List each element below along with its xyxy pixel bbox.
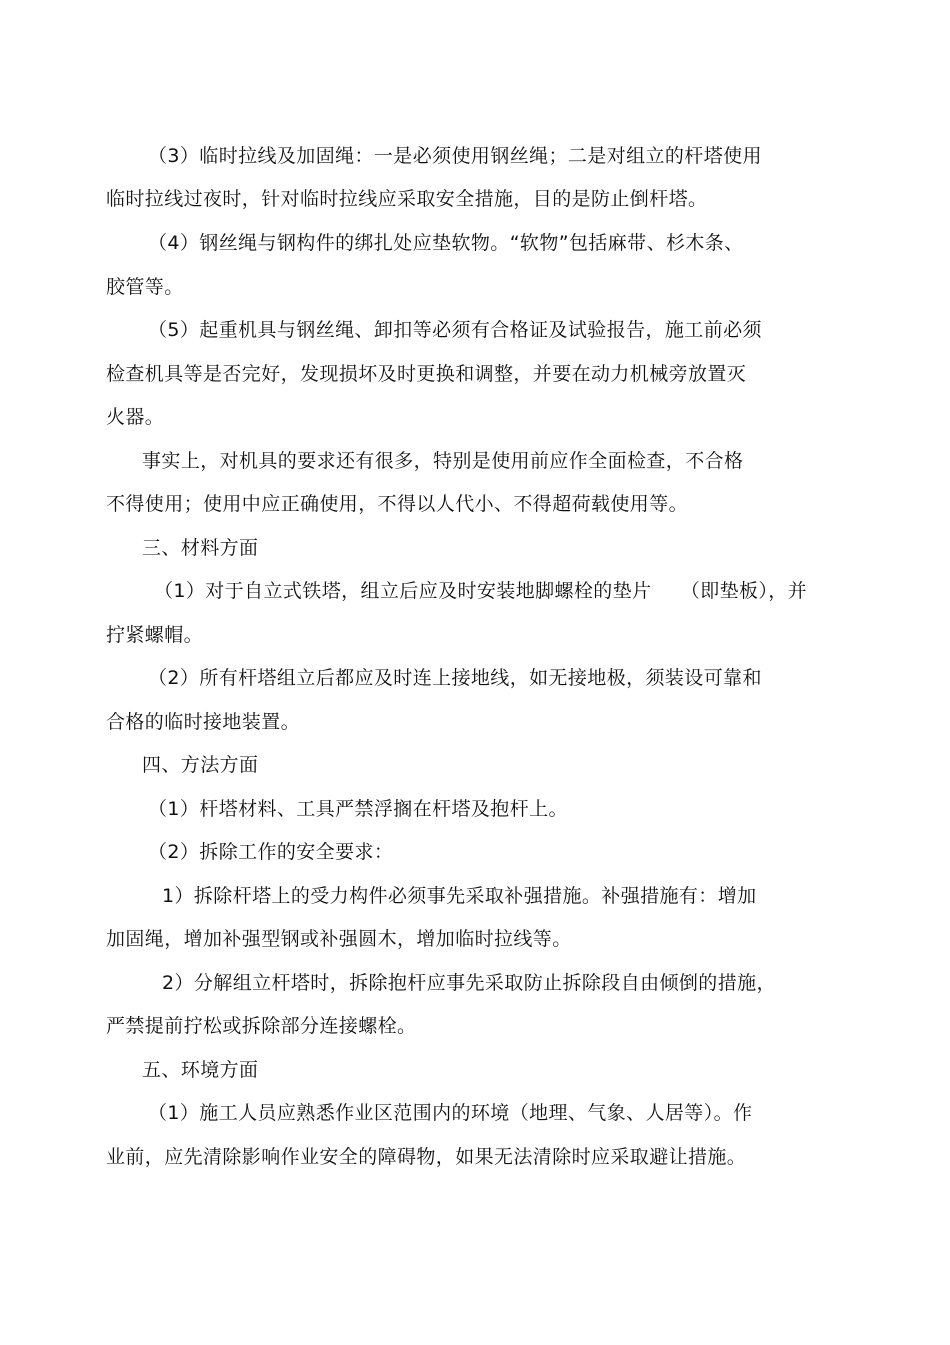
materials-item-1-line-1: （1）对于自立式铁塔，组立后应及时安装地脚螺栓的垫片 （即垫板），并 — [154, 580, 808, 602]
environment-item-1-line-1: （1）施工人员应熟悉作业区范围内的环境（地理、气象、人居等）。作 — [148, 1102, 753, 1124]
paragraph-5-line-1: （5）起重机具与钢丝绳、卸扣等必须有合格证及试验报告，施工前必须 — [148, 319, 762, 341]
paragraph-5-line-2: 检查机具等是否完好，发现损坏及时更换和调整，并要在动力机械旁放置灭 — [106, 363, 747, 385]
section-heading-environment: 五、环境方面 — [142, 1059, 259, 1081]
methods-subitem-1-line-1: 1）拆除杆塔上的受力构件必须事先采取补强措施。补强措施有：增加 — [162, 885, 757, 907]
methods-item-2: （2）拆除工作的安全要求： — [148, 841, 394, 863]
paragraph-4-line-2: 胶管等。 — [106, 276, 184, 298]
section-heading-materials: 三、材料方面 — [142, 537, 259, 559]
paragraph-3-line-1: （3）临时拉线及加固绳：一是必须使用钢丝绳；二是对组立的杆塔使用 — [148, 145, 762, 167]
materials-item-2-line-1: （2）所有杆塔组立后都应及时连上接地线，如无接地极，须装设可靠和 — [148, 667, 762, 689]
methods-subitem-2-line-1: 2）分解组立杆塔时，拆除抱杆应事先采取防止拆除段自由倾倒的措施， — [162, 972, 776, 994]
paragraph-4-line-1: （4）钢丝绳与钢构件的绑扎处应垫软物。“软物”包括麻带、杉木条、 — [148, 232, 744, 254]
paragraph-fact-line-2: 不得使用；使用中应正确使用，不得以人代小、不得超荷载使用等。 — [106, 493, 689, 515]
paragraph-fact-line-1: 事实上，对机具的要求还有很多，特别是使用前应作全面检查，不合格 — [142, 450, 744, 472]
paragraph-3-line-2: 临时拉线过夜时，针对临时拉线应采取安全措施，目的是防止倒杆塔。 — [106, 188, 708, 210]
paragraph-5-line-3: 火器。 — [106, 406, 165, 428]
section-heading-methods: 四、方法方面 — [142, 754, 259, 776]
methods-item-1: （1）杆塔材料、工具严禁浮搁在杆塔及抱杆上。 — [148, 798, 568, 820]
materials-item-1-line-2: 拧紧螺帽。 — [106, 624, 204, 646]
environment-item-1-line-2: 业前，应先清除影响作业安全的障碍物，如果无法清除时应采取避让措施。 — [106, 1146, 747, 1168]
materials-item-2-line-2: 合格的临时接地装置。 — [106, 711, 301, 733]
methods-subitem-1-line-2: 加固绳，增加补强型钢或补强圆木，增加临时拉线等。 — [106, 928, 572, 950]
methods-subitem-2-line-2: 严禁提前拧松或拆除部分连接螺栓。 — [106, 1015, 417, 1037]
